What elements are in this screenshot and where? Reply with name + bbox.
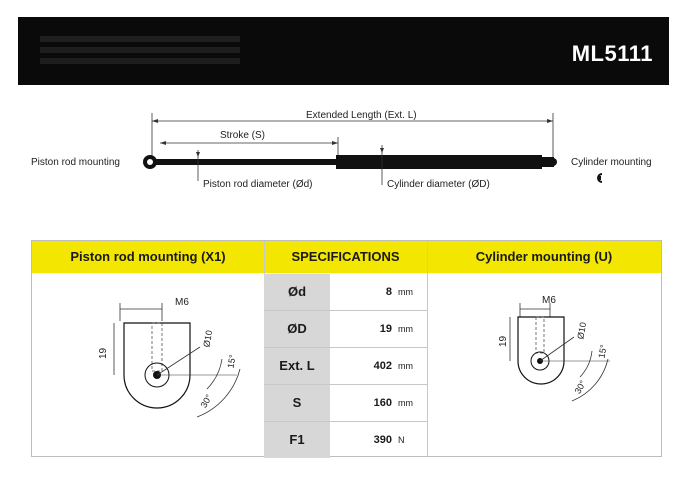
- spec-key: Ød: [264, 274, 330, 310]
- spec-value: 19: [379, 323, 392, 335]
- cylinder-mount-drawing: [480, 289, 655, 439]
- spec-unit: mm: [398, 398, 413, 408]
- spec-unit: mm: [398, 324, 413, 334]
- spec-row: [264, 274, 427, 311]
- left-angle-b: 30°: [198, 392, 215, 410]
- piston-rod-mount-drawing: [62, 289, 257, 439]
- spec-key: Ext. L: [264, 348, 330, 384]
- left-diameter-label: Ø10: [201, 329, 215, 348]
- faded-logo: [40, 31, 240, 77]
- spec-unit: N: [398, 435, 405, 445]
- piston-rod-diameter-label: Piston rod diameter (Ød): [203, 179, 313, 190]
- stroke-label: Stroke (S): [220, 130, 266, 141]
- spec-row: [264, 422, 427, 458]
- right-thread-label: M6: [542, 295, 556, 306]
- right-angle-b: 30°: [572, 378, 589, 396]
- spec-row: [264, 385, 427, 422]
- spec-value: 390: [373, 434, 392, 446]
- spec-key: S: [264, 385, 330, 421]
- specifications-table: [31, 240, 662, 457]
- cylinder-diameter-label: Cylinder diameter (ØD): [387, 179, 490, 190]
- spec-key: F1: [264, 422, 330, 458]
- spec-unit: mm: [398, 361, 413, 371]
- spec-key: ØD: [264, 311, 330, 347]
- cylinder-mounting-title: Cylinder mounting (U): [475, 249, 613, 264]
- spec-value: 160: [373, 397, 392, 409]
- left-height-label: 19: [98, 347, 109, 359]
- right-height-label: 19: [498, 335, 509, 347]
- left-angle-a: 15°: [225, 353, 238, 369]
- right-diameter-label: Ø10: [575, 321, 589, 340]
- specifications-title: SPECIFICATIONS: [291, 249, 400, 264]
- column-divider: [427, 241, 428, 456]
- left-thread-label: M6: [175, 297, 189, 308]
- right-angle-a: 15°: [596, 343, 609, 359]
- header-bar: [18, 17, 669, 85]
- extended-length-label: Extended Length (Ext. L): [306, 110, 417, 121]
- piston-rod-mounting-title: Piston rod mounting (X1): [70, 249, 226, 264]
- spec-row: [264, 348, 427, 385]
- spec-value: 8: [385, 286, 392, 298]
- cylinder-mounting-label: Cylinder mounting: [571, 157, 652, 168]
- gas-spring-diagram: [0, 95, 690, 220]
- model-number: ML5111: [571, 41, 653, 66]
- piston-rod-mounting-label: Piston rod mounting: [31, 157, 120, 168]
- spec-row: [264, 311, 427, 348]
- spec-value: 402: [373, 360, 392, 372]
- spec-unit: mm: [398, 287, 413, 297]
